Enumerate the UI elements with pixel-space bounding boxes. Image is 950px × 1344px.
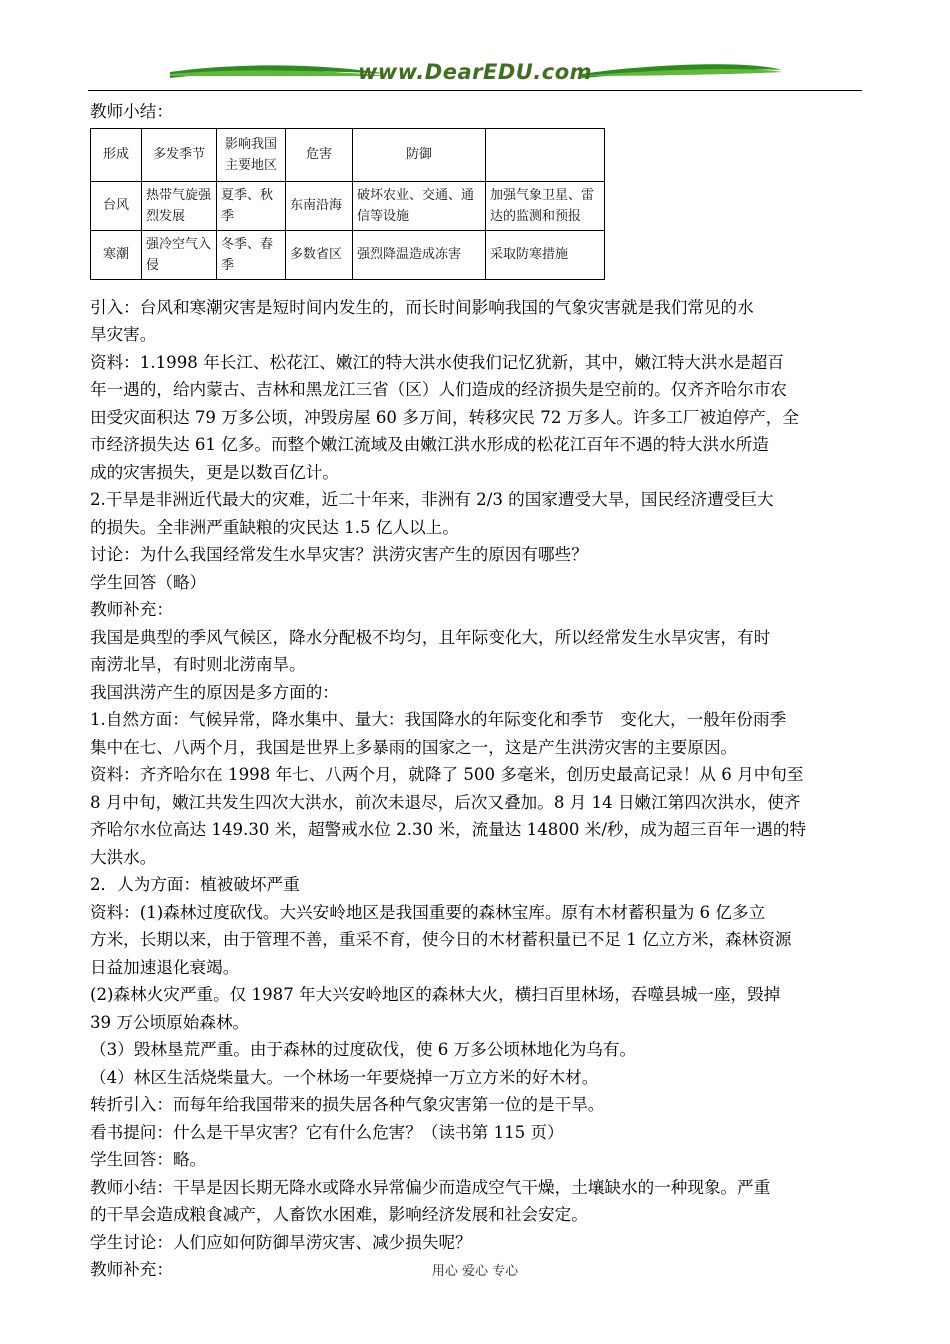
table-header-cell: 影响我国主要地区 <box>217 128 286 181</box>
table-cell: 强烈降温造成冻害 <box>353 230 486 279</box>
text-line: 39 万公顷原始森林。 <box>90 1012 250 1032</box>
text-line: 年一遇的，给内蒙古、吉林和黑龙江三省（区）人们造成的经济损失是空前的。仅齐齐哈尔市农 <box>90 380 787 399</box>
text-line: 方米，长期以来，由于管理不善，重采不育，使今日的木材蓄积量已不足 1 亿立方米，森林资源 <box>90 930 792 949</box>
text-line: 资料：(1)森林过度砍伐。大兴安岭地区是我国重要的森林宝库。原有木材蓄积量为 6 亿多立 <box>90 902 766 922</box>
table-cell: 冬季、春季 <box>217 230 286 279</box>
table-row <box>91 181 605 230</box>
text-line: 资料：齐齐哈尔在 1998 年七、八两个月，就降了 500 多毫米，创历史最高记录！从 6 月中旬至 <box>90 765 804 784</box>
site-header-banner <box>88 56 862 92</box>
text-line: 日益加速退化衰竭。 <box>90 957 240 977</box>
text-line: 学生回答：略。 <box>90 1150 207 1169</box>
text-line: 教师小结：干旱是因长期无降水或降水异常偏少而造成空气干燥，土壤缺水的一种现象。严重 <box>90 1177 771 1197</box>
text-line: 引入：台风和寒潮灾害是短时间内发生的，而长时间影响我国的气象灾害就是我们常见的水 <box>90 297 754 317</box>
table-cell: 破坏农业、交通、通信等设施 <box>353 181 486 230</box>
table-header-cell <box>486 128 605 181</box>
document-body <box>90 98 862 1284</box>
text-line: 我国是典型的季风气候区，降水分配极不均匀，且年际变化大，所以经常发生水旱灾害，有时 <box>90 627 771 647</box>
table-header-cell: 防御 <box>353 128 486 181</box>
text-line: 集中在七、八两个月，我国是世界上多暴雨的国家之一，这是产生洪涝灾害的主要原因。 <box>90 737 738 757</box>
text-line: 看书提问：什么是干旱灾害？它有什么危害？（读书第 115 页） <box>90 1122 564 1142</box>
text-line: 2．人为方面：植被破坏严重 <box>90 875 300 894</box>
text-line: 田受灾面积达 79 万多公顷，冲毁房屋 60 多万间，转移灾民 72 万多人。许多工厂被迫停产，全 <box>90 407 799 427</box>
table-header-cell: 形成 <box>91 128 142 181</box>
text-line: 学生讨论：人们应如何防御旱涝灾害、减少损失呢？ <box>90 1232 472 1252</box>
text-line: 旱灾害。 <box>90 325 157 344</box>
text-line: 成的灾害损失，更是以数百亿计。 <box>90 462 339 482</box>
table-header-cell: 多发季节 <box>142 128 217 181</box>
table-cell: 东南沿海 <box>286 181 353 230</box>
text-line: (2)森林火灾严重。仅 1987 年大兴安岭地区的森林大火，横扫百里林场，吞噬县城一座，毁掉 <box>90 985 781 1004</box>
table-cell: 夏季、秋季 <box>217 181 286 230</box>
table-header-row <box>91 128 605 181</box>
text-line: 教师补充： <box>90 600 173 619</box>
table-cell: 台风 <box>91 181 142 230</box>
table-cell: 寒潮 <box>91 230 142 279</box>
text-line: 市经济损失达 61 亿多。而整个嫩江流域及由嫩江洪水形成的松花江百年不遇的特大洪水所造 <box>90 435 769 454</box>
text-line: （3）毁林垦荒严重。由于森林的过度砍伐，使 6 万多公顷林地化为乌有。 <box>90 1040 637 1059</box>
table-cell: 采取防寒措施 <box>486 230 605 279</box>
table-header-cell: 危害 <box>286 128 353 181</box>
table-cell: 多数省区 <box>286 230 353 279</box>
text-line: 转折引入：而每年给我国带来的损失居各种气象灾害第一位的是干旱。 <box>90 1095 605 1114</box>
table-row <box>91 230 605 279</box>
teacher-summary-label: 教师小结： <box>90 102 173 121</box>
text-line: 大洪水。 <box>90 847 157 867</box>
table-cell: 加强气象卫星、雷达的监测和预报 <box>486 181 605 230</box>
text-line: 齐哈尔水位高达 149.30 米，超警戒水位 2.30 米，流量达 14800 米/秒，成为超三百年一遇的特 <box>90 820 807 839</box>
lesson-text <box>90 294 862 1284</box>
table-cell: 强冷空气入侵 <box>142 230 217 279</box>
text-line: 南涝北旱，有时则北涝南旱。 <box>90 655 306 674</box>
site-logo-text: www.DearEDU.com <box>357 60 593 84</box>
header-divider <box>88 90 862 91</box>
text-line: 的损失。全非洲严重缺粮的灾民达 1.5 亿人以上。 <box>90 517 459 537</box>
page-footer: 用心 爱心 专心 <box>431 1264 519 1279</box>
disaster-summary-table <box>90 128 605 280</box>
text-line: 8 月中旬，嫩江共发生四次大洪水，前次未退尽，后次又叠加。8 月 14 日嫩江第四次洪水，使齐 <box>90 792 801 812</box>
text-line: 资料：1.1998 年长江、松花江、嫩江的特大洪水使我们记忆犹新，其中，嫩江特大洪水是超百 <box>90 352 784 372</box>
text-line: 我国洪涝产生的原因是多方面的： <box>90 682 339 702</box>
text-line: 的干旱会造成粮食减产，人畜饮水困难，影响经济发展和社会安定。 <box>90 1205 588 1224</box>
text-line: 讨论：为什么我国经常发生水旱灾害？洪涝灾害产生的原因有哪些？ <box>90 545 588 564</box>
text-line: 1.自然方面：气候异常，降水集中、量大：我国降水的年际变化和季节 变化大，一般年份雨季 <box>90 710 787 729</box>
text-line: （4）林区生活烧柴量大。一个林场一年要烧掉一万立方米的好木材。 <box>90 1067 599 1087</box>
table-cell: 热带气旋强烈发展 <box>142 181 217 230</box>
text-line: 学生回答（略） <box>90 572 207 592</box>
text-line: 2.干旱是非洲近代最大的灾难，近二十年来，非洲有 2/3 的国家遭受大旱，国民经济遭受巨大 <box>90 490 774 509</box>
text-line: 教师补充： <box>90 1260 173 1279</box>
